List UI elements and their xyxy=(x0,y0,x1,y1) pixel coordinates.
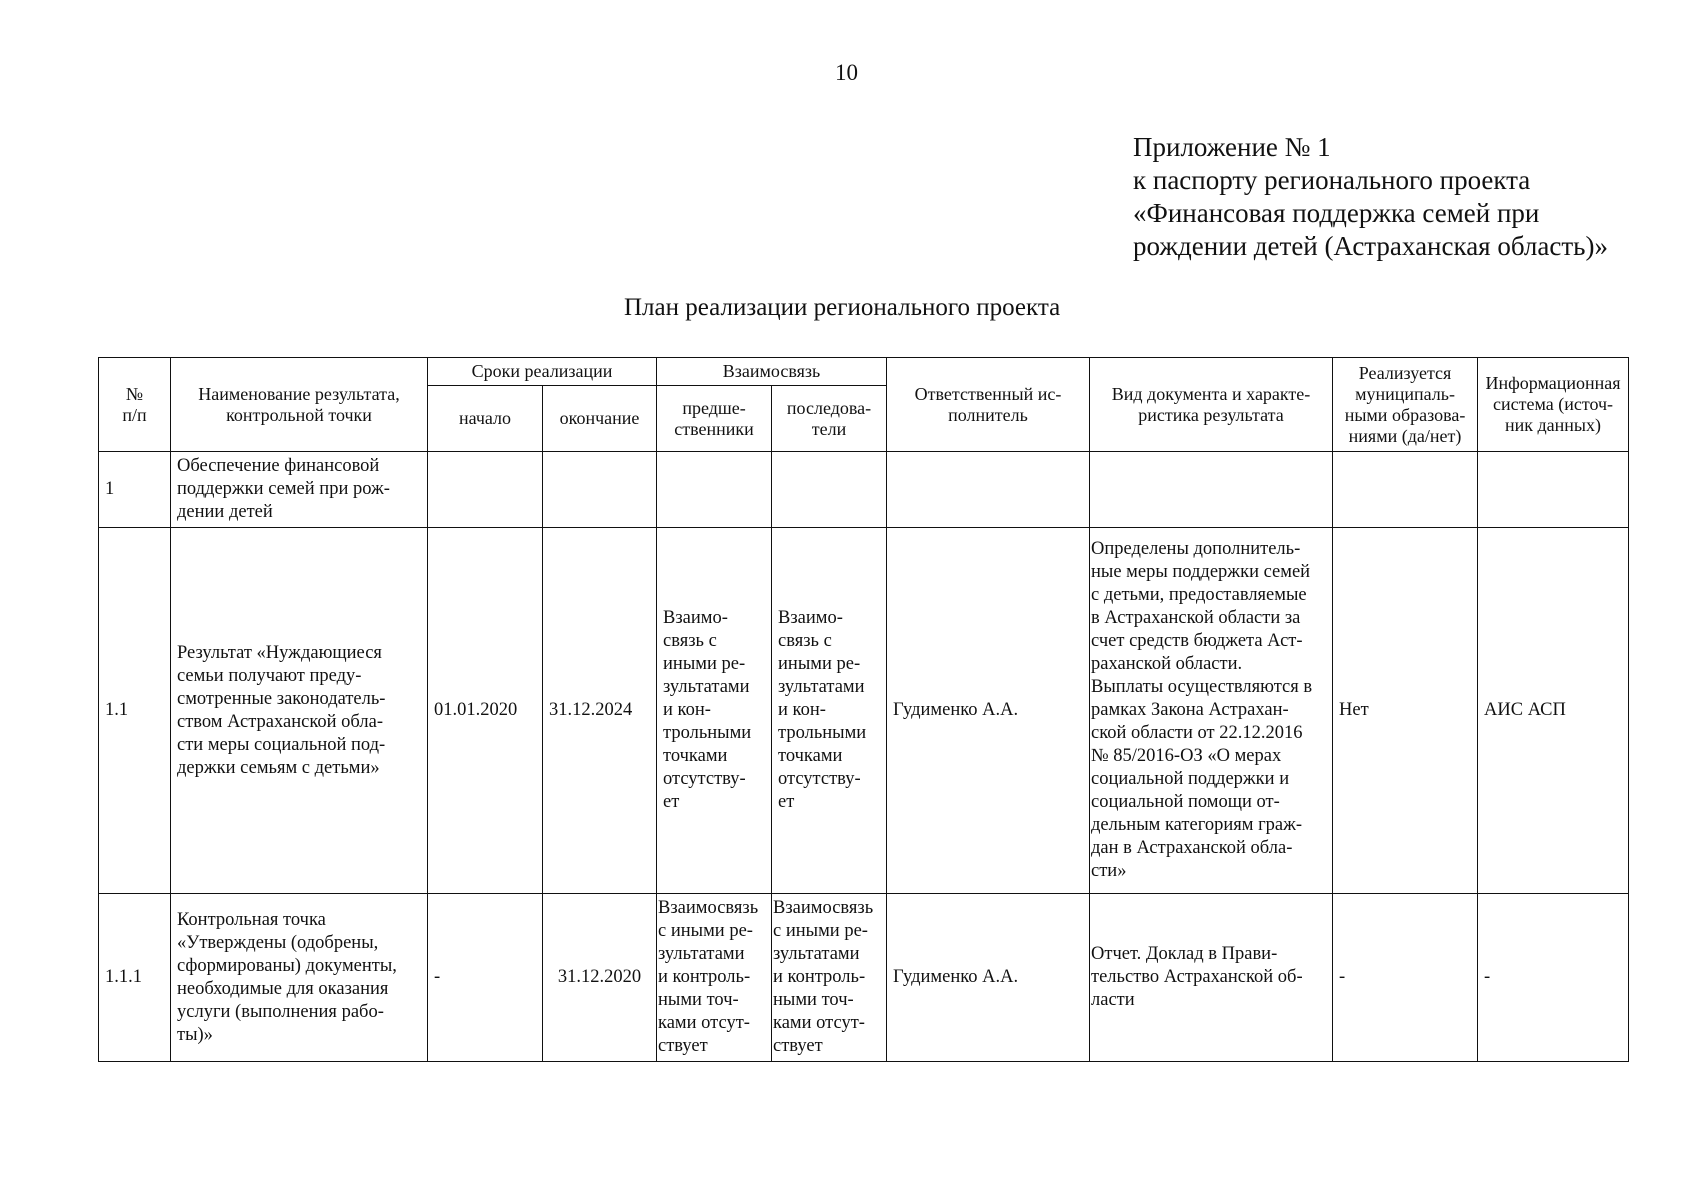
header-successors: последова- тели xyxy=(772,386,887,452)
cell-responsible: Гудименко А.А. xyxy=(887,894,1090,1062)
cell-name: Результат «Нуждающиеся семьи получают преду- смотренные законодатель- ством Астраханской обла- сти меры социальной под- держки семьям с детьми» xyxy=(171,528,428,894)
cell-num: 1.1.1 xyxy=(99,894,171,1062)
appendix-line: к паспорту регионального проекта xyxy=(1133,165,1531,195)
cell-successors: Взаимосвязь с иными ре- зультатами и контроль- ными точ- ками отсут- ствует xyxy=(772,894,887,1062)
cell-start: - xyxy=(428,894,543,1062)
cell-predecessors: Взаимо- связь с иными ре- зультатами и кон- трольными точками отсутству- ет xyxy=(657,528,772,894)
cell-num: 1.1 xyxy=(99,528,171,894)
plan-title: План реализации регионального проекта xyxy=(624,294,1061,321)
header-predecessors: предше- ственники xyxy=(657,386,772,452)
table-row xyxy=(99,528,1629,894)
cell-start xyxy=(428,452,543,528)
cell-name: Контрольная точка «Утверждены (одобрены, сформированы) документы, необходимые для оказания услуги (выполнения рабо- ты)» xyxy=(171,894,428,1062)
table-row xyxy=(99,894,1629,1062)
cell-info-system: - xyxy=(1478,894,1629,1062)
header-municipal: Реализуется муниципаль- ными образова- ниями (да/нет) xyxy=(1333,358,1478,452)
cell-end: 31.12.2024 xyxy=(543,528,657,894)
header-responsible: Ответственный ис- полнитель xyxy=(887,358,1090,452)
header-start: начало xyxy=(428,386,543,452)
cell-num: 1 xyxy=(99,452,171,528)
cell-successors xyxy=(772,452,887,528)
appendix-header xyxy=(1133,131,1608,263)
cell-end: 31.12.2020 xyxy=(543,894,657,1062)
page-number: 10 xyxy=(835,60,858,85)
header-document: Вид документа и характе- ристика результата xyxy=(1090,358,1333,452)
header-relation: Взаимосвязь xyxy=(657,358,887,386)
header-num: № п/п xyxy=(99,358,171,452)
cell-successors: Взаимо- связь с иными ре- зультатами и кон- трольными точками отсутству- ет xyxy=(772,528,887,894)
cell-municipal: - xyxy=(1333,894,1478,1062)
cell-end xyxy=(543,452,657,528)
cell-responsible xyxy=(887,452,1090,528)
header-deadlines: Сроки реализации xyxy=(428,358,657,386)
cell-municipal xyxy=(1333,452,1478,528)
appendix-line: «Финансовая поддержка семей при xyxy=(1133,198,1540,228)
cell-document: Отчет. Доклад в Прави- тельство Астраханской об- ласти xyxy=(1090,894,1333,1062)
appendix-line: рождении детей (Астраханская область)» xyxy=(1133,231,1608,261)
cell-info-system: АИС АСП xyxy=(1478,528,1629,894)
appendix-line: Приложение № 1 xyxy=(1133,132,1331,162)
cell-name: Обеспечение финансовой поддержки семей при рож- дении детей xyxy=(171,452,428,528)
table-row xyxy=(99,452,1629,528)
cell-predecessors: Взаимосвязь с иными ре- зультатами и контроль- ными точ- ками отсут- ствует xyxy=(657,894,772,1062)
cell-document xyxy=(1090,452,1333,528)
header-end: окончание xyxy=(543,386,657,452)
header-info-system: Информационная система (источ- ник данных) xyxy=(1478,358,1629,452)
cell-info-system xyxy=(1478,452,1629,528)
cell-predecessors xyxy=(657,452,772,528)
plan-table xyxy=(98,357,1629,1062)
cell-municipal: Нет xyxy=(1333,528,1478,894)
cell-responsible: Гудименко А.А. xyxy=(887,528,1090,894)
cell-start: 01.01.2020 xyxy=(428,528,543,894)
header-name: Наименование результата, контрольной точки xyxy=(171,358,428,452)
cell-document: Определены дополнитель- ные меры поддержки семей с детьми, предоставляемые в Астраханской области за счет средств бюджета Аст- раханской области. Выплаты осуществляются в рамках Закона Астрахан- ской области от 22.12.2016 № 85/2016-ОЗ «О мерах социальной поддержки и социальной помощи от- дельным категориям граж- дан в Астраханской обла- сти» xyxy=(1090,528,1333,894)
